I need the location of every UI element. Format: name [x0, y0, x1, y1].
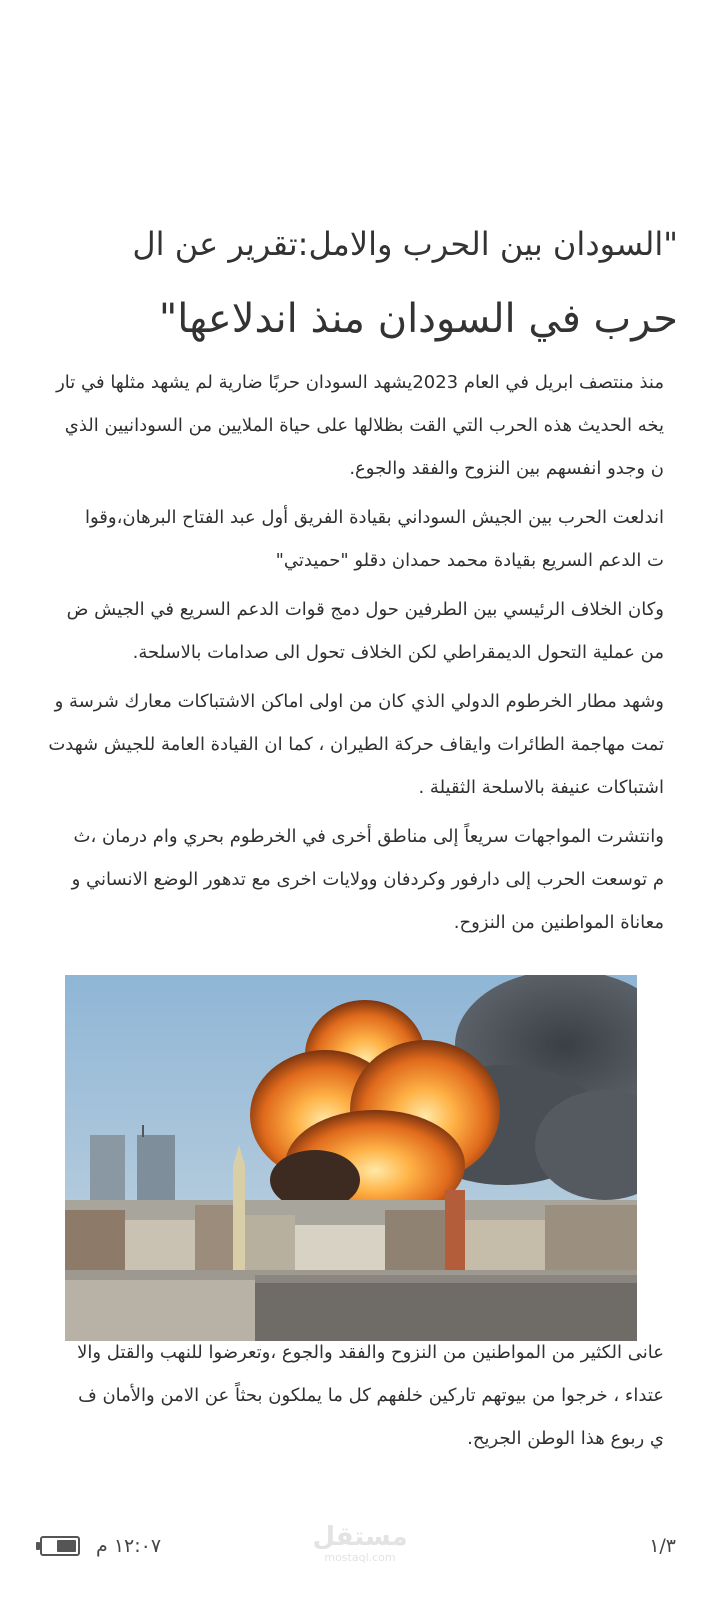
article-title-line-2: حرب في السودان منذ اندلاعها": [158, 296, 678, 342]
body-line: وانتشرت المواجهات سريعاً إلى مناطق أخرى في الخرطوم بحري وام درمان ،ث: [73, 826, 664, 847]
body-line: من عملية التحول الديمقراطي لكن الخلاف تحول الى صدامات بالاسلحة.: [132, 642, 664, 663]
battery-icon: [40, 1536, 80, 1556]
body-line: وكان الخلاف الرئيسي بين الطرفين حول دمج قوات الدعم السريع في الجيش ض: [66, 599, 664, 620]
body-line: ن وجدو انفسهم بين النزوح والفقد والجوع.: [349, 458, 664, 479]
watermark-logo: [300, 1522, 420, 1564]
body-line: اشتباكات عنيفة بالاسلحة الثقيلة .: [418, 777, 664, 798]
watermark-brand: مستقل: [312, 1522, 408, 1552]
body-line: ت الدعم السريع بقيادة محمد حمدان دقلو "حميدتي": [275, 550, 664, 571]
reader-footer: [0, 1518, 720, 1578]
article-photo: [65, 975, 637, 1341]
body-line: اندلعت الحرب بين الجيش السوداني بقيادة الفريق أول عبد الفتاح البرهان،وقوا: [85, 507, 664, 528]
article-title-line-1: "السودان بين الحرب والامل:تقرير عن ال: [132, 225, 678, 263]
body-line: عانى الكثير من المواطنين من النزوح والفقد والجوع ،وتعرضوا للنهب والقتل والا: [77, 1342, 664, 1363]
body-line: وشهد مطار الخرطوم الدولي الذي كان من اولى اماكن الاشتباكات معارك شرسة و: [54, 691, 664, 712]
body-line: يخه الحديث هذه الحرب التي القت بظلالها على حياة الملايين من السودانيين الذي: [64, 415, 664, 436]
body-line: معاناة المواطنين من النزوح.: [453, 912, 664, 933]
watermark-site: mostaql.com: [324, 1551, 396, 1564]
clock: ١٢:٠٧ م: [96, 1535, 162, 1557]
body-line: تمت مهاجمة الطائرات وايقاف حركة الطيران ، كما ان القيادة العامة للجيش شهدت: [48, 734, 664, 755]
body-line: عتداء ، خرجوا من بيوتهم تاركين خلفهم كل ما يملكون بحثاً عن الامن والأمان ف: [78, 1385, 664, 1406]
page-indicator[interactable]: ١/٣: [649, 1535, 676, 1557]
body-line: م توسعت الحرب إلى دارفور وكردفان وولايات اخرى مع تدهور الوضع الانساني و: [71, 869, 664, 890]
body-line: منذ منتصف ابريل في العام 2023يشهد السودان حربًا ضارية لم يشهد مثلها في تار: [56, 372, 664, 393]
body-line: ي ربوع هذا الوطن الجريح.: [467, 1428, 664, 1449]
